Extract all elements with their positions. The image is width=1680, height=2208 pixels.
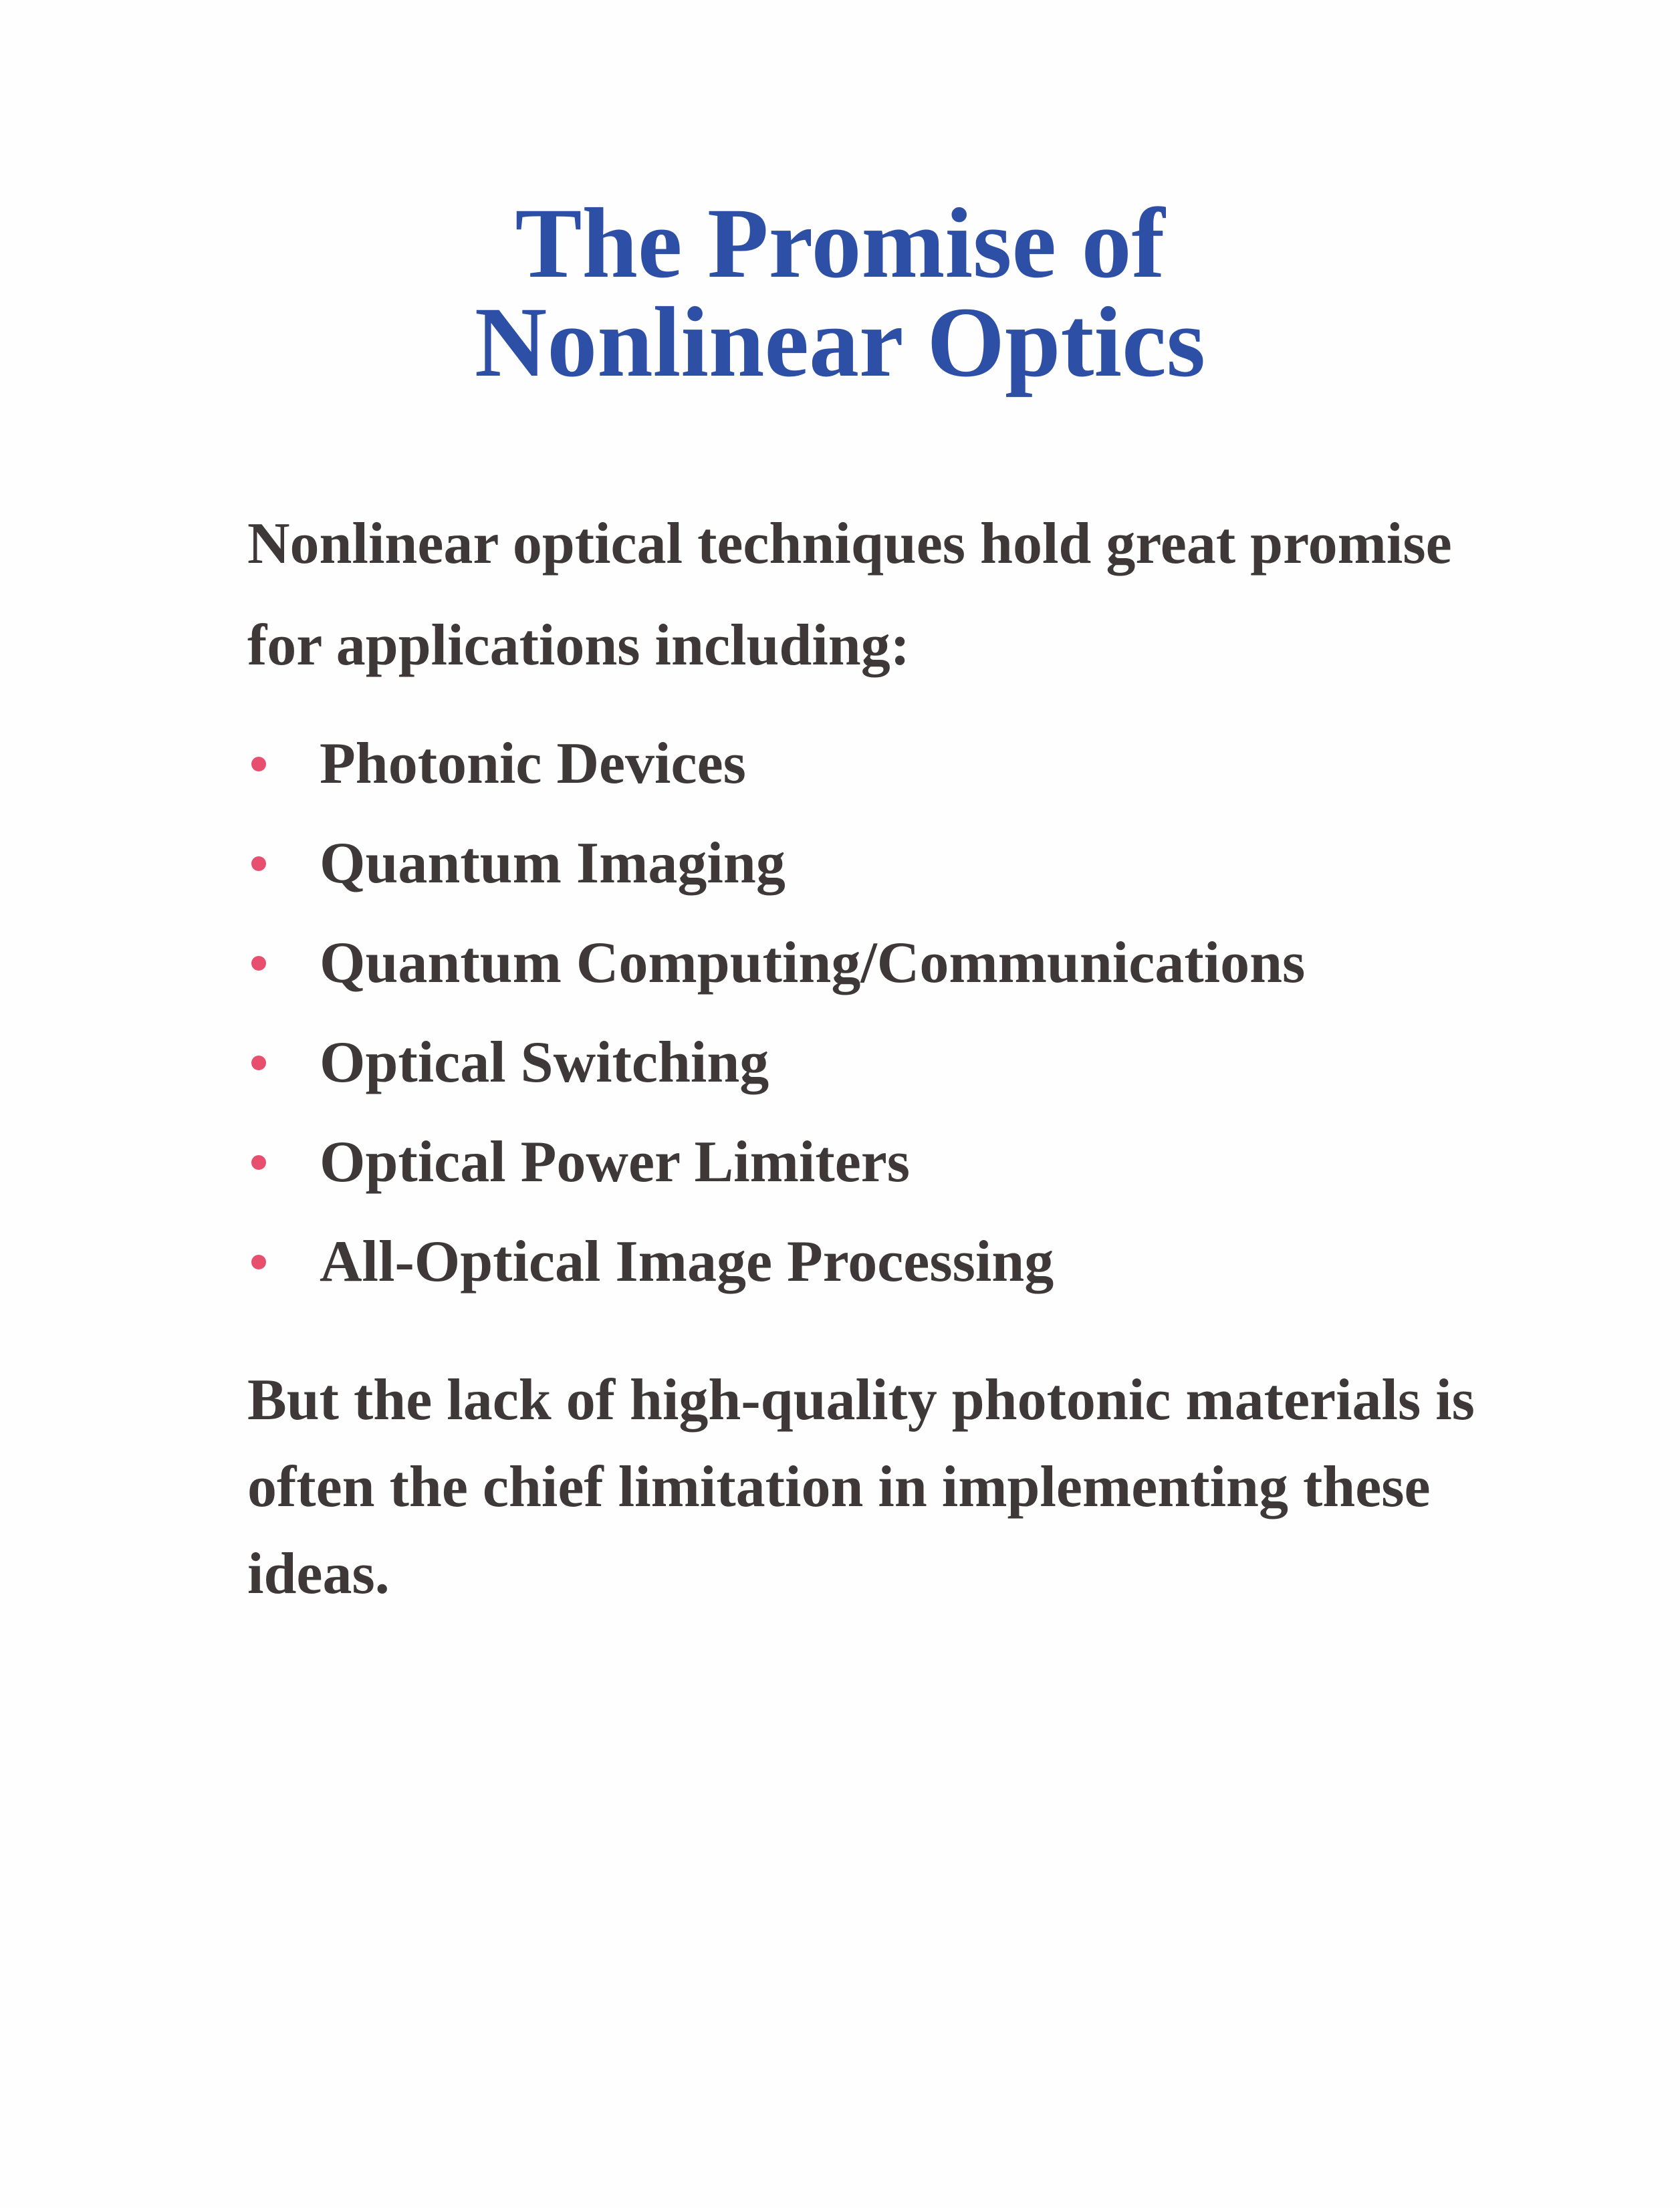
applications-list [247,714,1518,1312]
round-bullet-icon [251,956,266,971]
list-item-label: Quantum Computing/Communications [320,931,1306,995]
title-line-2: Nonlinear Optics [474,287,1206,398]
list-item-photonic-devices [247,714,1518,814]
list-item-label: Optical Switching [320,1030,769,1095]
intro-paragraph: Nonlinear optical techniques hold great promise for applications including: [247,511,1452,678]
list-item-quantum-imaging [247,814,1518,913]
round-bullet-icon [251,856,266,871]
list-item-image-processing [247,1212,1518,1312]
slide-title [0,188,1680,398]
list-item-label: Optical Power Limiters [320,1130,911,1195]
list-item-label: Photonic Devices [320,731,746,796]
title-line-1: The Promise of [515,188,1165,299]
closing-paragraph: But the lack of high-quality photonic materials is often the chief limitation in implementing these ideas. [247,1368,1475,1606]
round-bullet-icon [251,1255,266,1269]
round-bullet-icon [251,1056,266,1070]
list-item-optical-power-limiters [247,1112,1518,1212]
round-bullet-icon [251,757,266,771]
list-item-label: Quantum Imaging [320,831,786,896]
round-bullet-icon [251,1155,266,1170]
list-item-label: All-Optical Image Processing [320,1229,1054,1294]
list-item-optical-switching [247,1013,1518,1112]
list-item-quantum-computing [247,913,1518,1013]
